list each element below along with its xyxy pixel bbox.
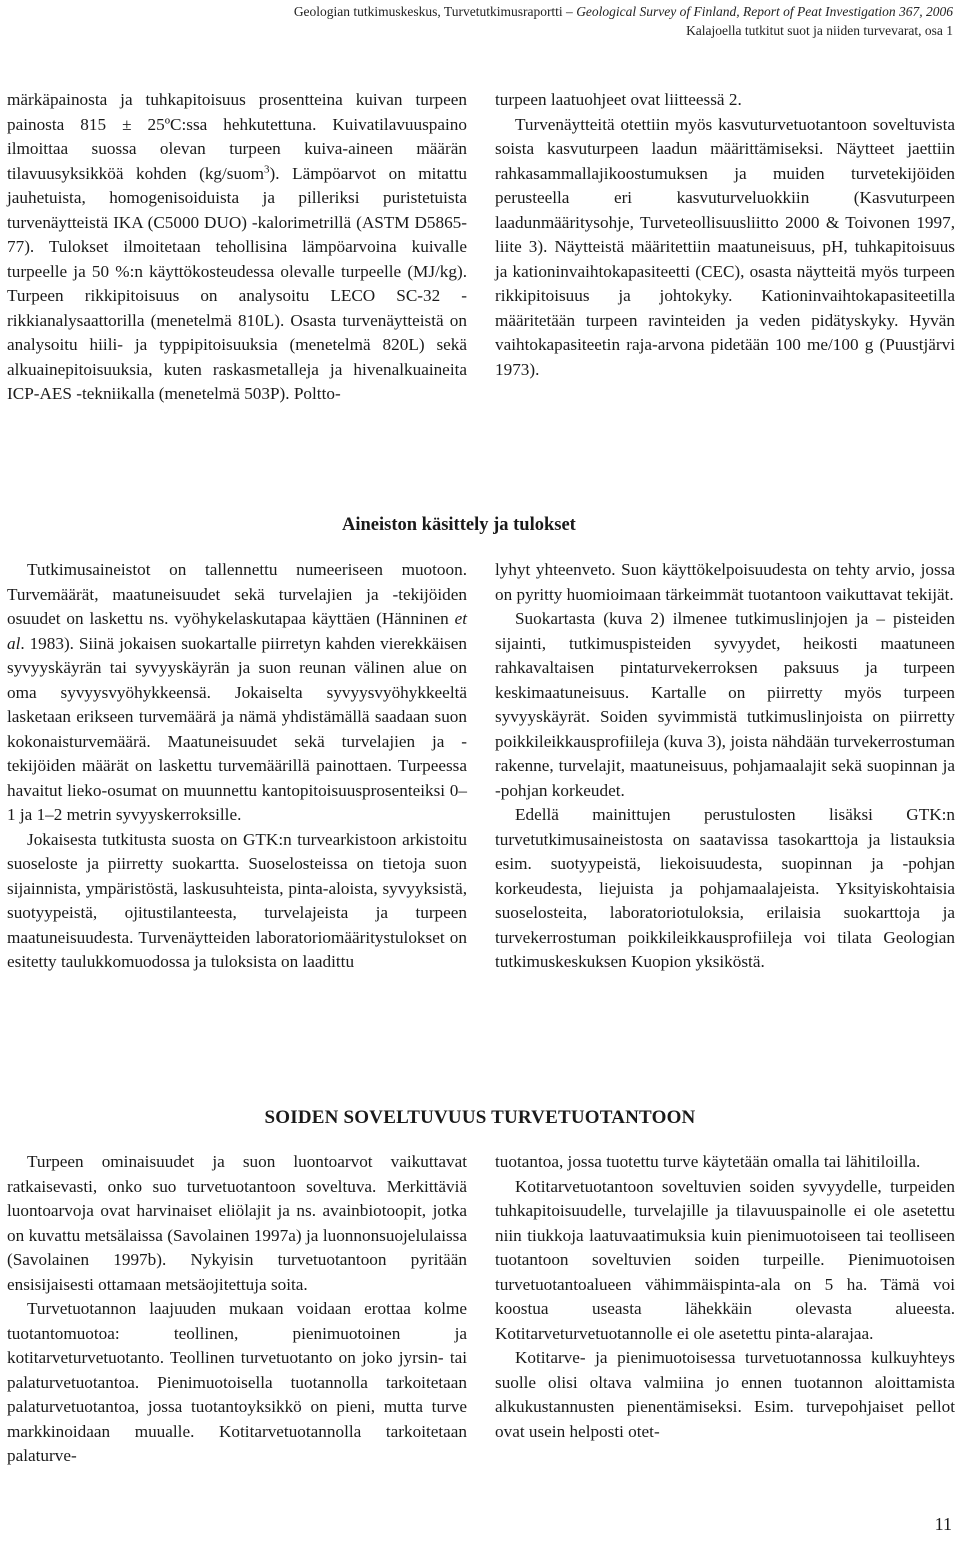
- section3-right-column: [495, 1150, 955, 1444]
- section2-right-column: [495, 558, 955, 975]
- paragraph: Kotitarve- ja pienimuotoisessa turvetuotannossa kulkuyhteys suolle olisi oltava valmiina jo ennen tuotannon aloittamista alkukustannusten pienentämiseksi. Esim. turvepohjaiset pellot ovat usein helposti otet-: [495, 1348, 955, 1441]
- paragraph: Suokartasta (kuva 2) ilmenee tutkimuslinjojen ja – pisteiden sijainti, tutkimuspisteiden syvyydet, heikosti maatuneen rahkavaltaisen pintaturvekerroksen paksuus ja turpeen keskimaatuneisuus. Kartalle on piirretty myös turpeen syvyyskäyrät. Soiden syvimmistä tutkimuslinjoista on piirretty poikkileikkausprofiileja (kuva 3), joista nähdään turvekerrostuman rakenne, turvelajit, maatuneisuus, pohjamaalajit sekä suopinnan ja -pohjan korkeudet.: [495, 609, 955, 800]
- section3-left-column: [7, 1150, 467, 1469]
- paragraph: tuotantoa, jossa tuotettu turve käytetään omalla tai lähitiloilla.: [495, 1152, 921, 1171]
- paragraph: Turvenäytteitä otettiin myös kasvuturvetuotantoon soveltuvista soista kasvuturpeen laadun määrittämiseksi. Näytteet jaettiin rahkasammallajikoostumuksen ja muiden turvetekijöiden perusteella eri kasvuturveluokkiin (Kasvuturpeen laadunmääritysohje, Turveteollisuusliitto 2000 & Toivonen 1997, liite 3). Näytteistä määritettiin maatuneisuus, pH, tuhkapitoisuus ja kationinvaihtokapasiteetti (CEC), osasta näytteitä myös turpeen rikkipitoisuus ja johtokyky. Kationinvaihtokapasiteetilla määritetään turpeen ravinteiden ja veden pidätyskyky. Hyvän vaihtokapasiteetin raja-arvona pidetään 100 me/100 g (Puustjärvi 1973).: [495, 114, 955, 379]
- section1-left-column: [7, 88, 467, 407]
- header-line-2: Kalajoella tutkitut suot ja niiden turvevarat, osa 1: [686, 23, 953, 38]
- section-heading: Aineiston käsittely ja tulokset: [342, 515, 576, 535]
- section1-right-column: [495, 88, 955, 382]
- page-number: 11: [934, 1514, 952, 1534]
- chapter-heading: SOIDEN SOVELTUVUUS TURVETUOTANTOON: [264, 1107, 696, 1128]
- paragraph: Turvetuotannon laajuuden mukaan voidaan erottaa kolme tuotantomuotoa: teollinen, pienimuotoinen ja kotitarveturvetuotanto. Teollinen turvetuotanto on joko jyrsin- tai palaturvetuotantoa. Pienimuotoisella tuotannolla tarkoitetaan palaturvetuotantoa, jossa tuotantoyksikkö on pieni, mutta turve markkinoidaan muualle. Kotitarvetuotannolla tarkoitetaan palaturve-: [7, 1299, 467, 1465]
- paragraph: Jokaisesta tutkitusta suosta on GTK:n turvearkistoon arkistoitu suoseloste ja piirretty suokartta. Suoselosteissa on tietoja suon sijainnista, ympäristöstä, laskusuhteista, pinta-aloista, syvyyksistä, suotyypeistä, ojitustilanteesta, turvelajeista ja turpeen maatuneisuudesta. Turvenäytteiden laboratoriomääritystulokset on esitetty taulukkomuodossa ja tuloksista on laadittu: [7, 829, 467, 971]
- paragraph: Turpeen ominaisuudet ja suon luontoarvot vaikuttavat ratkaisevasti, onko suo turvetuotantoon soveltuva. Merkittäviä luontoarvoja ovat harvinaiset eliölajit ja ns. avainbiotoopit, jotka on kuvattu metsälaissa (Savolainen 1997a) ja luonnonsuojelulaissa (Savolainen 1997b). Nykyisin turvetuotantoon pyritään ensisijaisesti ottamaan metsäojitettuja soita.: [7, 1152, 467, 1294]
- section2-left-column: [7, 558, 467, 975]
- running-header: [53, 2, 953, 40]
- paragraph: Edellä mainittujen perustulosten lisäksi GTK:n turvetutkimusaineistosta on saatavissa tasokarttoja ja listauksia esim. suotyypeistä, liekoisuudesta, suopinnan ja -pohjan korkeudesta, liejuista ja pohjamaalajeista. Yksityiskohtaisia suoselosteita, laboratoriotuloksia, erilaisia suokarttoja ja turvekerrostuman poikkileikkausprofiileja voi tilata Geologian tutkimuskeskuksen Kuopion yksiköstä.: [495, 805, 955, 971]
- paragraph: Tutkimusaineistot on tallennettu numeeriseen muotoon. Turvemäärät, maatuneisuudet sekä turvelajien ja -tekijöiden osuudet on laskettu ns. vyöhykelaskutapaa käyttäen (Hänninen et al. 1983). Siinä jokaisen suokartalle piirretyn kahden vierekkäisen syvyyskäyrän tai syvyyskäyrän ja suon reunan välinen alue on oma syvyysvyöhykkeensä. Jokaiselta syvyysvyöhykkeeltä lasketaan erikseen turvemäärä ja nämä yhdistämällä saadaan suon kokonaisturvemäärä. Maatuneisuudet sekä turvelajien ja -tekijöiden määrät on laskettu turvemäärillä painottaen. Turpeessa havaitut lieko-osumat on muunnettu kantopitoisuusprosenteiksi 0–1 ja 1–2 metrin syvyyskerroksille.: [7, 560, 467, 824]
- paragraph: märkäpainosta ja tuhkapitoisuus prosentteina kuivan turpeen painosta 815 ± 25ºC:ssa hehkutettuna. Kuivatilavuuspaino ilmoittaa suossa olevan turpeen kuiva-aineen määrän tilavuusyksikköä kohden (kg/suom$^3$). Lämpöarvot on mitattu jauhetuista, homogenisoiduista ja pilleriksi puristetuista turvenäytteistä IKA (C5000 DUO) -kalorimetrillä (ASTM D5865-77). Tulokset ilmoitetaan tehollisina lämpöarvoina kuivalle turpeelle ja 50 %:n käyttökosteudessa olevalle turpeelle (MJ/kg). Turpeen rikkipitoisuus on analysoitu LECO SC-32 -rikkianalysaattorilla (menetelmä 810L). Osasta turvenäytteistä on analysoitu hiili- ja typpipitoisuuksia (menetelmä 820L) sekä alkuainepitoisuuksia, kuten raskasmetalleja ja hivenalkuaineita ICP-AES -tekniikalla (menetelmä 503P). Poltto-: [7, 90, 467, 403]
- paragraph: turpeen laatuohjeet ovat liitteessä 2.: [495, 90, 742, 109]
- paragraph: Kotitarvetuotantoon soveltuvien soiden syvyydelle, turpeiden tuhkapitoisuudelle, turvelajille ja tilavuuspainolle ei ole asetettu niin tiukkoja laatuvaatimuksia kuin pienimuotoiseen tai teolliseen tuotantoon soveltuvien soiden turpeille. Pienimuotoisen turvetuotantoalueen vähimmäispinta-ala on 5 ha. Tämä voi koostua useasta lähekkäin olevasta alueesta. Kotitarveturvetuotannolle ei ole asetettu pinta-alarajaa.: [495, 1176, 955, 1343]
- header-line-1: Geologian tutkimuskeskus, Turvetutkimusraportti – Geological Survey of Finland, Report of Peat Investigation 367, 2006: [293, 4, 953, 19]
- paragraph: lyhyt yhteenveto. Suon käyttökelpoisuudesta on tehty arvio, jossa on pyritty huomioimaan tärkeimmät tuotantoon vaikuttavat tekijät.: [495, 560, 955, 604]
